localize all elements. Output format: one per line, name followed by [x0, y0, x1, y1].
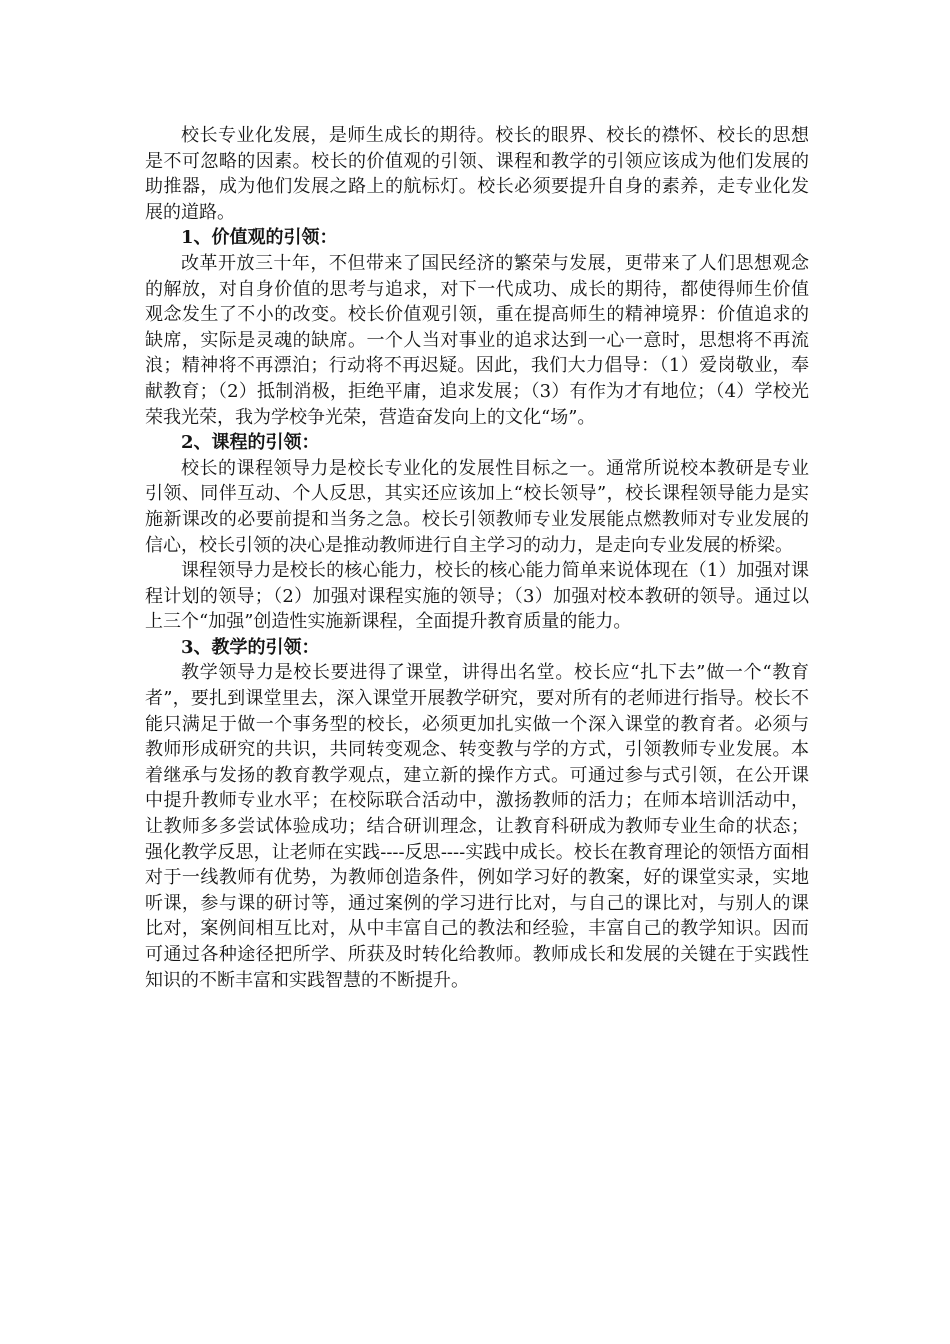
document-body — [145, 123, 809, 993]
section-heading-teaching: 3、教学的引领： — [181, 636, 320, 658]
section-heading-values: 1、价值观的引领： — [181, 227, 338, 249]
teaching-paragraph: 教学领导力是校长要进得了课堂，讲得出名堂。校长应“扎下去”做一个“教育者”，要扎到课堂里去，深入课堂开展教学研究，要对所有的老师进行指导。校长不能只满足于做一个事务型的校长，必须更加扎实做一个深入课堂的教育者。必须与教师形成研究的共识，共同转变观念、转变教与学的方式，引领教师专业发展。本着继承与发扬的教育教学观点，建立新的操作方式。可通过参与式引领，在公开课中提升教师专业水平；在校际联合活动中，激扬教师的活力；在师本培训活动中，让教师多多尝试体验成功；结合研训理念，让教育科研成为教师专业生命的状态；强化教学反思，让老师在实践----反思----实践中成长。校长在教育理论的领悟方面相对于一线教师有优势，为教师创造条件，例如学习好的教案，好的课堂实录，实地听课，参与课的研讨等，通过案例的学习进行比对，与自己的课比对，与别人的课比对，案例间相互比对，从中丰富自己的教法和经验，丰富自己的教学知识。因而可通过各种途径把所学、所获及时转化给教师。教师成长和发展的关键在于实践性知识的不断丰富和实践智慧的不断提升。 — [145, 662, 809, 991]
curriculum-paragraph-1: 校长的课程领导力是校长专业化的发展性目标之一。通常所说校本教研是专业引领、同伴互动、个人反思，其实还应该加上“校长领导”，校长课程领导能力是实施新课改的必要前提和当务之急。校长引领教师专业发展能点燃教师对专业发展的信心，校长引领的决心是推动教师进行自主学习的动力，是走向专业发展的桥梁。 — [145, 457, 809, 556]
section-heading-curriculum: 2、课程的引领： — [181, 432, 320, 454]
curriculum-paragraph-2: 课程领导力是校长的核心能力，校长的核心能力简单来说体现在（1）加强对课程计划的领导；（2）加强对课程实施的领导；（3）加强对校本教研的领导。通过以上三个“加强”创造性实施新课程，全面提升教育质量的能力。 — [145, 560, 809, 633]
values-paragraph: 改革开放三十年，不但带来了国民经济的繁荣与发展，更带来了人们思想观念的解放，对自身价值的思考与追求，对下一代成功、成长的期待，都使得师生价值观念发生了不小的改变。校长价值观引领，重在提高师生的精神境界：价值追求的缺席，实际是灵魂的缺席。一个人当对事业的追求达到一心一意时，思想将不再流浪；精神将不再漂泊；行动将不再迟疑。因此，我们大力倡导：（1）爱岗敬业，奉献教育；（2）抵制消极，拒绝平庸，追求发展；（3）有作为才有地位；（4）学校光荣我光荣，我为学校争光荣，营造奋发向上的文化“场”。 — [145, 252, 809, 428]
intro-paragraph: 校长专业化发展，是师生成长的期待。校长的眼界、校长的襟怀、校长的思想是不可忽略的因素。校长的价值观的引领、课程和教学的引领应该成为他们发展的助推器，成为他们发展之路上的航标灯。校长必须要提升自身的素养，走专业化发展的道路。 — [145, 125, 809, 223]
